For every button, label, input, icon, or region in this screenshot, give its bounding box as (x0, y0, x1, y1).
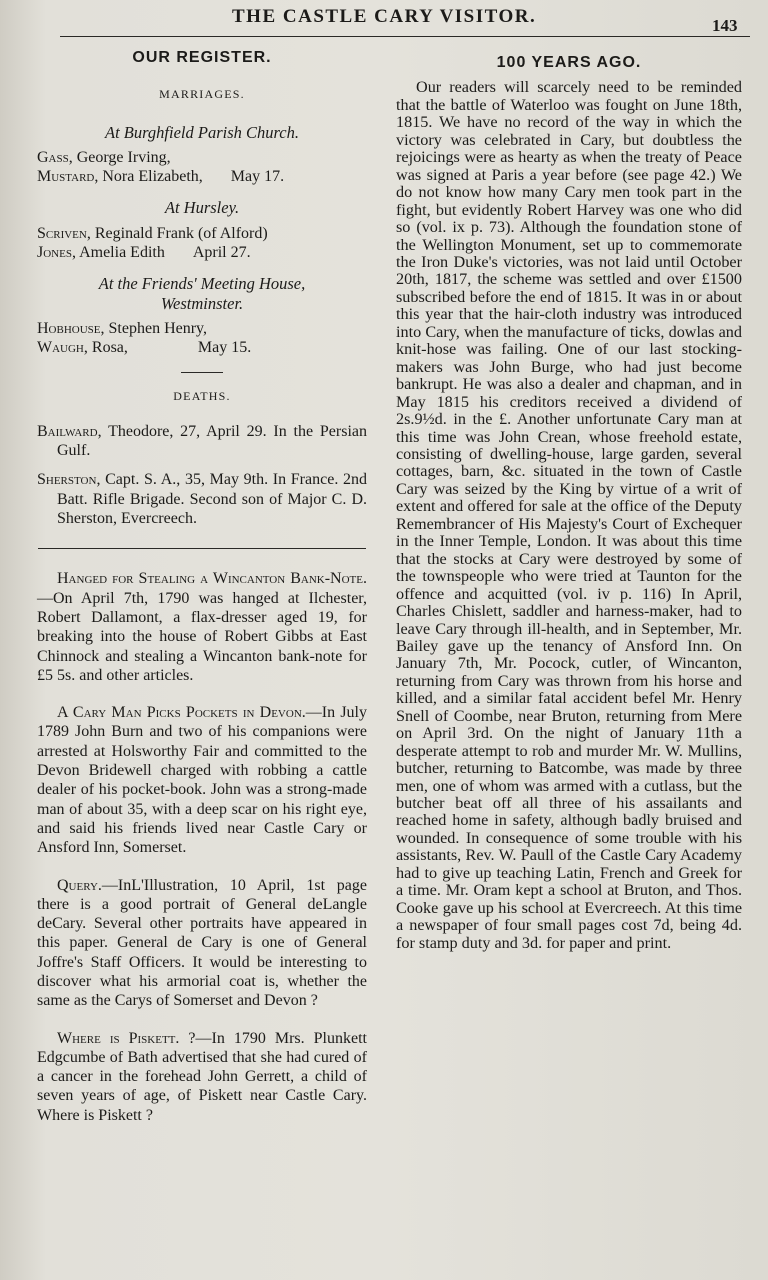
marriage-entry (37, 224, 367, 243)
running-head (0, 4, 768, 34)
note-paragraph (37, 1029, 367, 1125)
note-body: —In July 1789 John Burn and two of his companions were arrested at Holsworthy Fair and committed to the Devon Bridewell charged with robbing a cattle dealer of his pocket-book. John was a strong-made man of about 35, with a deep scar on his right eye, and said his friends lived near Castle Cary or Ansford Inn, Somerset. (37, 704, 368, 857)
marriage-entry (37, 148, 367, 167)
death-text: , Capt. S. A., 35, May 9th. In France. 2nd Batt. Rifle Brigade. Second son of Major C. D. Sherston, Evercreech. (57, 471, 367, 528)
entry-surname: Jones (37, 244, 72, 262)
page-number: 143 (712, 16, 738, 35)
note-heading: Where is Piskett. (57, 1029, 180, 1047)
right-column (396, 54, 742, 952)
marriage-entry (37, 167, 367, 186)
entry-name: , Stephen Henry, (100, 319, 208, 337)
note-body: —InL'Illustration, 10 April, 1st page there is a good portrait of General deLangle deCary. Several other portraits have appeared in this paper. General de Cary is one of General Joffre's Staff Officers. It would be interesting to discover what his armorial coat is, whether the same as the Carys of Somerset and Devon ? (37, 876, 367, 1010)
entry-date: May 15. (197, 339, 252, 357)
note-paragraph (37, 569, 367, 685)
register-title: OUR REGISTER. (132, 49, 272, 66)
venue-heading: At the Friends' Meeting House, (98, 274, 306, 294)
marriage-entry (37, 243, 367, 262)
history-title: 100 YEARS AGO. (496, 54, 642, 71)
note-body: —On April 7th, 1790 was hanged at Ilchester, Robert Dallamont, a flax-dresser aged 19, for breaking into the house of Robert Gibbs at East Chinnock and stealing a Wincanton bank-note for £5 5s. and other articles. (37, 589, 367, 684)
entry-name: , Nora Elizabeth, (94, 168, 203, 186)
entry-name: , George Irving, (68, 148, 171, 166)
entry-date: April 27. (192, 244, 251, 262)
note-paragraph (37, 703, 367, 857)
note-heading: Query. (57, 876, 102, 894)
venue-heading: At Burghfield Parish Church. (104, 122, 300, 142)
marriage-entry (37, 319, 367, 338)
deaths-heading: DEATHS. (173, 388, 231, 403)
entry-surname: Hobhouse (37, 319, 101, 337)
header-rule (60, 36, 750, 37)
note-heading: Hanged for Stealing a Wincanton Bank-Note. (57, 570, 367, 588)
death-text: , Theodore, 27, April 29. In the Persian Gulf. (57, 422, 367, 460)
left-column (37, 48, 367, 1125)
marriages-heading: MARRIAGES. (159, 87, 245, 102)
marriage-entry (37, 338, 367, 357)
death-entry (37, 422, 367, 461)
note-heading: A Cary Man Picks Pockets in Devon. (57, 704, 306, 722)
entry-surname: Sherston (37, 471, 97, 489)
entry-name: , Reginald Frank (of Alford) (86, 224, 268, 242)
entry-surname: Waugh (37, 339, 84, 357)
note-paragraph (37, 876, 367, 1011)
entry-surname: Scriven (37, 224, 87, 242)
entry-surname: Gass (37, 148, 69, 166)
note-body: ?—In 1790 Mrs. Plunkett Edgcumbe of Bath advertised that she had cured of a cancer in the forehead John Gerrett, a child of seven years of age, of Piskett near Castle Cary. Where is Piskett ? (37, 1029, 367, 1124)
running-title: THE CASTLE CARY VISITOR. (232, 6, 537, 27)
entry-surname: Bailward (37, 422, 98, 440)
venue-heading: At Hursley. (164, 198, 240, 218)
entry-name: , Amelia Edith (71, 244, 165, 262)
death-entry (37, 470, 367, 528)
history-paragraph: Our readers will scarcely need to be reminded that the battle of Waterloo was fought on June 18th, 1815. We have no record of the way in which the victory was celebrated in Cary, but doubtless the rejoicings were as hearty as when the treaty of Peace was signed at Paris a year before (see page 42.) We do not know how many Cary men took part in the fight, but evidently Robert Harvey was one who did so (vol. ix p. 73). Although the foundation stone of the Wellington Monument, set up to commemorate the Iron Duke's victories, was not laid until October 20th, 1817, the scheme was settled and over £1500 subscribed before the end of 1815. It was in or about this year that the hair-cloth industry was introduced into Cary, when the manufacture of ticks, dowlas and knit-hose was failing. One of our last stocking-makers was John Burge, who had just become bankrupt. He was also a dealer and chapman, and in May 1815 his creditors received a dividend of 2s.9½d. in the £. Another unfortunate Cary man at this time was John Crean, whose freehold estate, consisting of dwelling-house, large garden, several cottages, barn, &c. situated in the town of Castle Cary was seized by the King by virtue of a writ of extent and offered for sale at the office of the Deputy Remembrancer of His Majesty's Court of Exchequer in the Inner Temple, London. It was about this time that the stocks at Cary were destroyed by some of the townspeople who were tried at Taunton for the offence and acquitted (vol. iv p. 116) In April, Charles Chislett, saddler and harness-maker, had to leave Cary through ill-health, and in September, Mr. Bailey gave up the tenancy of Ansford Inn. On January 7th, Mr. Pocock, cutler, of Wincanton, returning from Cary was thrown from his horse and killed, and a similar fatal accident befel Mr. Henry Snell of Coombe, near Bruton, returning from Mere on April 3rd. On the night of January 11th a desperate attempt to rob and murder Mr. W. Mullins, butcher, returning to Batcombe, was made by three men, one of whom was armed with a cutlass, but the butcher beat off all three of his assailants and reached home in safety, although badly bruised and wounded. In consequence of some trouble with his assistants, Rev. W. Paull of the Castle Cary Academy had to give up teaching Latin, French and Greek for a time. Mr. Oram kept a school at Bruton, and Thos. Cooke gave up his school at Evercreech. At this time a newspaper of four small pages cost 7d, being 4d. for stamp duty and 3d. for paper and print. (396, 78, 742, 952)
entry-date: May 17. (230, 168, 285, 186)
venue-heading-line2: Westminster. (160, 293, 244, 313)
entry-surname: Mustard (37, 168, 95, 186)
entry-name: , Rosa, (83, 339, 128, 357)
